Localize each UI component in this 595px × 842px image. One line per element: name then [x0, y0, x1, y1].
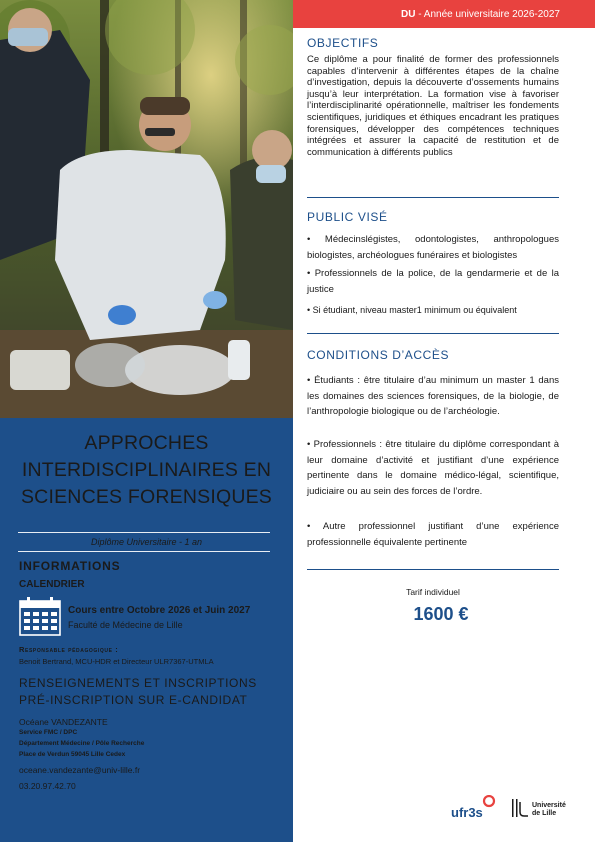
public-item: • Médecinslégistes, odontologistes, anthropologues biologistes, archéologues funéraires et biologistes	[307, 234, 559, 261]
objectifs-text: Ce diplôme a pour finalité de former des professionnels capables d’intervenir à différentes étapes de la chaîne d’investigation, depuis la découverte d’ossements humains jusqu’à leur interprétation. La formation vise à favoriser l’interdisciplinarité opérationnelle, maîtriser les fondements scientifiques, juridiques et éthiques encadrant les pratiques forensiques, développer des compétences techniques intégrées et assurer la capacité de restitution et de communication à différents publics	[307, 54, 559, 158]
calendar-icon	[19, 596, 61, 641]
responsable-heading: Responsable pédagogique :	[19, 645, 119, 654]
universite-lille-logo	[512, 798, 576, 825]
public-item: • Professionnels de la police, de la gendarmerie et de la justice	[307, 268, 559, 295]
calendar-dates: Cours entre Octobre 2026 et Juin 2027	[68, 605, 251, 616]
contact-service: Service FMC / DPC	[19, 729, 78, 736]
conditions-heading: CONDITIONS D’ACCÈS	[307, 348, 450, 362]
informations-heading: INFORMATIONS	[19, 559, 121, 573]
inscriptions-line-2: PRÉ-INSCRIPTION SUR E-CANDIDAT	[19, 693, 248, 707]
inscriptions-heading	[19, 675, 257, 709]
conditions-item: • Professionnels : être titulaire du diplôme correspondant à leur domaine d’activité et justifiant d’une expérience pertinente dans le domaine médico-légal, scientifique, judiciaire ou au sein des forces de l’ordre.	[307, 439, 559, 498]
calendar-heading: CALENDRIER	[19, 579, 85, 590]
contact-email-link[interactable]: oceane.vandezante@univ-lille.fr	[19, 765, 141, 775]
contact-department: Département Médecine / Pôle Recherche	[19, 740, 145, 747]
ufr3s-logo	[451, 795, 503, 826]
inscriptions-line-1: RENSEIGNEMENTS ET INSCRIPTIONS	[19, 676, 257, 690]
contact-address: Place de Verdun 59045 Lille Cedex	[19, 751, 126, 758]
contact-phone[interactable]: 03.20.97.42.70	[19, 781, 76, 791]
year-banner	[293, 0, 595, 28]
calendar-location: Faculté de Médecine de Lille	[68, 620, 183, 630]
du-badge: DU	[401, 9, 416, 20]
hero-photo	[0, 0, 293, 418]
title-line-3: SCIENCES FORENSIQUES	[20, 486, 273, 508]
objectifs-heading: OBJECTIFS	[307, 36, 379, 50]
public-divider	[307, 333, 559, 334]
left-column	[0, 0, 293, 842]
public-heading: PUBLIC VISÉ	[307, 210, 388, 224]
contact-name: Océane VANDEZANTE	[19, 717, 108, 727]
title-divider-bottom	[18, 551, 270, 552]
ul-logo-line-1: Université	[532, 802, 566, 809]
page-title	[0, 430, 293, 511]
tarif-label: Tarif individuel	[406, 587, 460, 597]
ul-logo-line-2: de Lille	[532, 810, 557, 817]
conditions-item: • Étudiants : être titulaire d’au minimum un master 1 dans les domaines des sciences forensiques, de la biologie, de l’anthropologie biologique ou de l’archéologie.	[307, 375, 559, 418]
title-divider-top	[18, 532, 270, 533]
objectifs-divider	[307, 197, 559, 198]
conditions-divider	[307, 569, 559, 570]
title-line-2: INTERDISCIPLINAIRES EN	[21, 459, 272, 481]
responsable-name: Benoit Bertrand, MCU-HDR et Directeur ULR7367-UTMLA	[19, 657, 214, 666]
conditions-item: • Autre professionnel justifiant d’une expérience professionnelle équivalente pertinente	[307, 521, 559, 548]
public-item: • Si étudiant, niveau master1 minimum ou équivalent	[307, 305, 517, 315]
academic-year: - Année universitaire 2026-2027	[415, 9, 560, 20]
ufr3s-logo-text: ufr3s	[451, 805, 483, 820]
photo-forensic-team-icon	[0, 0, 293, 418]
title-line-1: APPROCHES	[84, 432, 209, 454]
tarif-value: 1600 €	[413, 604, 469, 624]
diploma-subtitle: Diplôme Universitaire - 1 an	[90, 537, 203, 547]
